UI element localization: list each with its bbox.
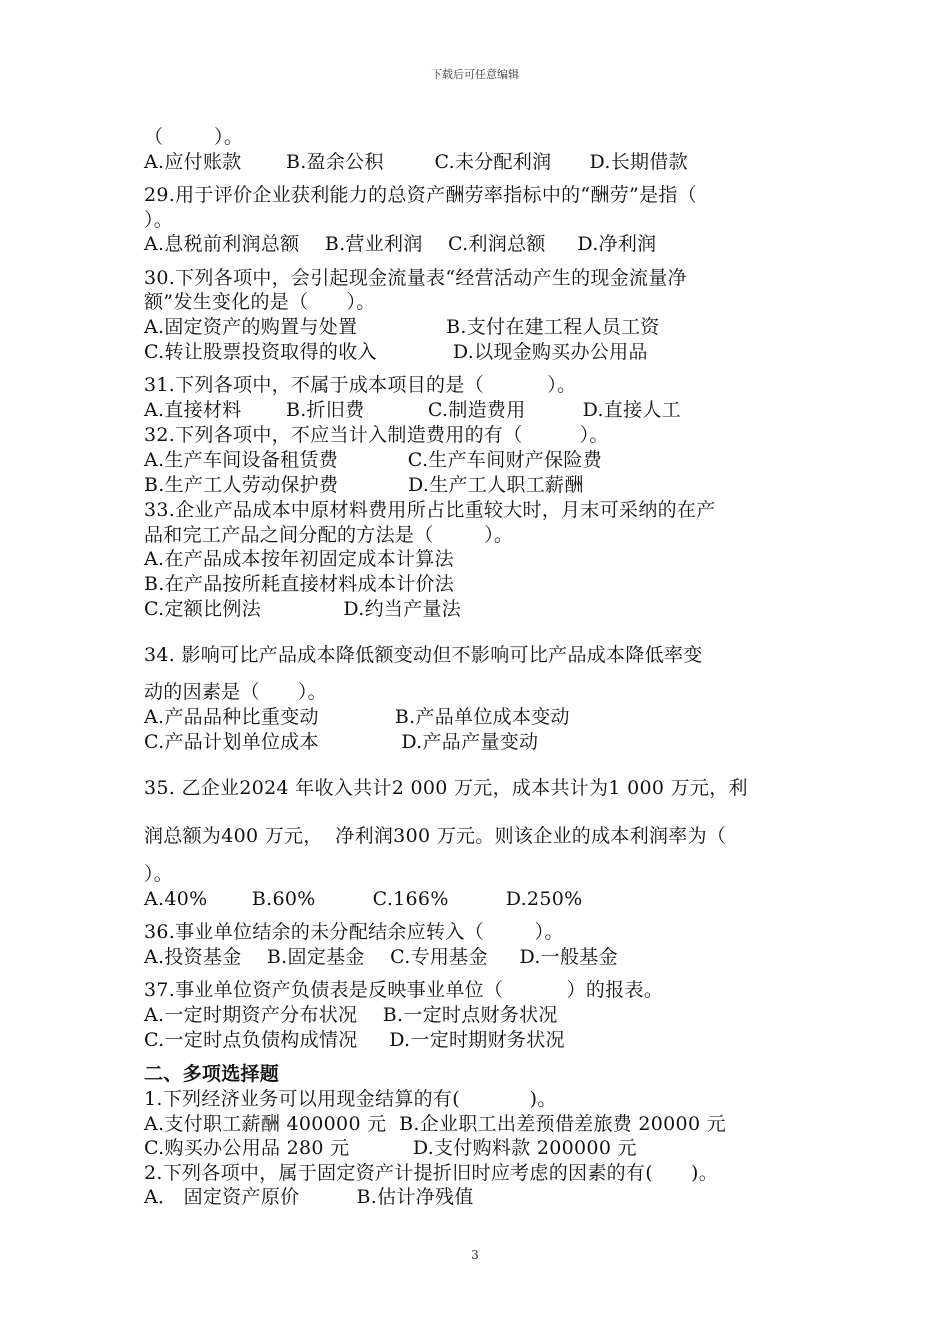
text-line: 33.企业产品成本中原材料费用所占比重较大时，月末可采纳的在产 xyxy=(144,499,716,521)
text-line: 37.事业单位资产负债表是反映事业单位（ ）的报表。 xyxy=(144,979,664,1001)
text-line: A.投资基金 B.固定基金 C.专用基金 D.一般基金 xyxy=(144,946,618,968)
text-line: A.息税前利润总额 B.营业利润 C.利润总额 D.净利润 xyxy=(144,233,657,255)
text-line: 35. 乙企业2024 年收入共计2 000 万元，成本共计为1 000 万元，利 xyxy=(144,777,748,799)
text-line: ）。 xyxy=(144,209,174,231)
text-line: ）。 xyxy=(144,863,174,885)
section-heading: 二、多项选择题 xyxy=(144,1063,280,1085)
text-line: A.40% B.60% C.166% D.250% xyxy=(144,888,583,910)
page-header: 下载后可任意编辑 xyxy=(431,68,519,81)
text-line: 32.下列各项中，不应当计入制造费用的有（ ）。 xyxy=(144,424,609,446)
page-number: 3 xyxy=(471,1248,479,1262)
text-line: A.固定资产的购置与处置 B.支付在建工程人员工资 xyxy=(144,316,660,338)
text-line: 36.事业单位结余的未分配结余应转入（ ）。 xyxy=(144,921,564,943)
text-line: A.生产车间设备租赁费 C.生产车间财产保险费 xyxy=(144,449,602,471)
text-line: 1.下列经济业务可以用现金结算的有( )。 xyxy=(144,1088,557,1110)
text-line: A.支付职工薪酬 400000 元 B.企业职工出差预借差旅费 20000 元 xyxy=(144,1113,726,1135)
text-line: 34. 影响可比产品成本降低额变动但不影响可比产品成本降低率变 xyxy=(144,644,703,666)
text-line: C.购买办公用品 280 元 D.支付购料款 200000 元 xyxy=(144,1137,637,1159)
text-line: 2.下列各项中，属于固定资产计提折旧时应考虑的因素的有( )。 xyxy=(144,1162,718,1184)
text-line: 29.用于评价企业获利能力的总资产酬劳率指标中的“酬劳”是指（ xyxy=(144,184,697,206)
text-line: C.转让股票投资取得的收入 D.以现金购买办公用品 xyxy=(144,341,648,363)
text-line: A.产品品种比重变动 B.产品单位成本变动 xyxy=(144,706,570,728)
text-line: C.一定时点负债构成情况 D.一定时期财务状况 xyxy=(144,1029,565,1051)
text-line: 品和完工产品之间分配的方法是（ ）。 xyxy=(144,524,514,546)
text-line: B.在产品按所耗直接材料成本计价法 xyxy=(144,573,455,595)
text-line: 30.下列各项中，会引起现金流量表“经营活动产生的现金流量净 xyxy=(144,267,687,289)
text-line: 润总额为400 万元， 净利润300 万元。则该企业的成本利润率为（ xyxy=(144,825,727,847)
text-line: 动的因素是（ ）。 xyxy=(144,681,327,703)
text-line: 额”发生变化的是（ ）。 xyxy=(144,291,376,313)
text-line: A.一定时期资产分布状况 B.一定时点财务状况 xyxy=(144,1004,558,1026)
text-line: B.生产工人劳动保护费 D.生产工人职工薪酬 xyxy=(144,474,584,496)
text-line: A.在产品成本按年初固定成本计算法 xyxy=(144,548,454,570)
text-line: A.直接材料 B.折旧费 C.制造费用 D.直接人工 xyxy=(144,399,681,421)
text-line: C.定额比例法 D.约当产量法 xyxy=(144,598,462,620)
text-line: （ ）。 xyxy=(144,126,244,148)
text-line: A． 固定资产原价 B.估计净残值 xyxy=(144,1186,474,1208)
text-line: 31.下列各项中，不属于成本项目的是（ ）。 xyxy=(144,374,577,396)
text-line: A.应付账款 B.盈余公积 C.未分配利润 D.长期借款 xyxy=(144,151,688,173)
text-line: C.产品计划单位成本 D.产品产量变动 xyxy=(144,731,539,753)
